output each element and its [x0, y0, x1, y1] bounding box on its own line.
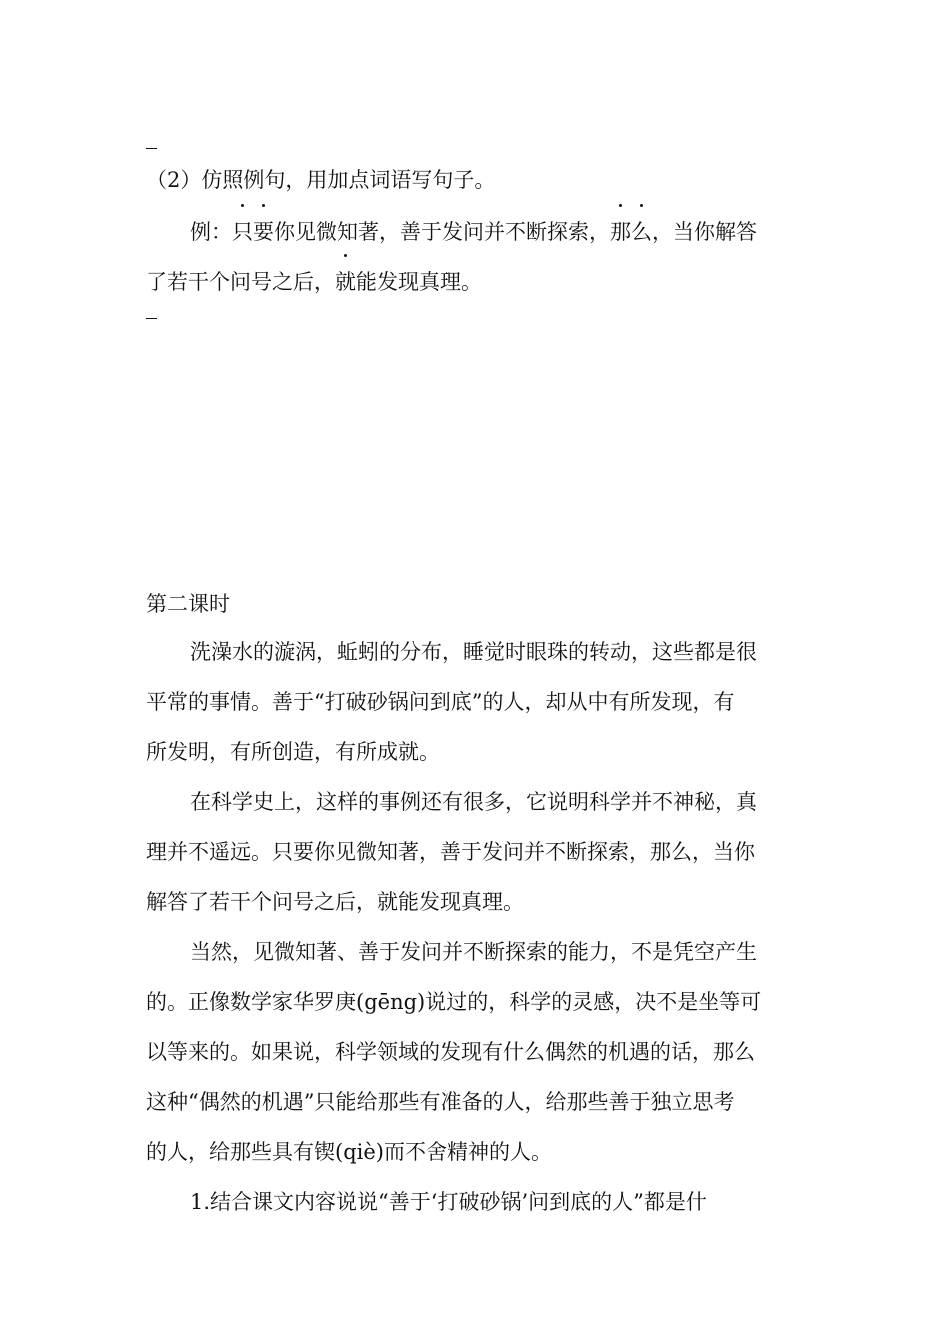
answer-blank-line — [146, 148, 157, 149]
paragraph-line: 洗澡水的漩涡，蚯蚓的分布，睡觉时眼珠的转动，这些都是很 — [190, 640, 757, 664]
example-label: 例： — [190, 220, 232, 244]
paragraph-line: 这种“偶然的机遇”只能给那些有准备的人，给那些善于独立思考 — [146, 1090, 735, 1114]
example-text: 能发现真理。 — [356, 270, 482, 294]
paragraph-line: 解答了若干个问号之后，就能发现真理。 — [146, 890, 524, 914]
question-line: 1.结合课文内容说说“善于‘打破砂锅’问到底的人”都是什 — [190, 1190, 707, 1214]
dotted-word-char: 么 — [631, 216, 652, 246]
paragraph-line: 的。正像数学家华罗庚(gēng)说过的，科学的灵感，决不是坐等可 — [146, 990, 762, 1014]
example-text: 你见微知著，善于发问并不断探索， — [274, 220, 610, 244]
paragraph-line: 当然，见微知著、善于发问并不断探索的能力，不是凭空产生 — [190, 940, 757, 964]
paragraph-line: 理并不遥远。只要你见微知著，善于发问并不断探索，那么，当你 — [146, 840, 755, 864]
example-text: 了若干个问号之后， — [146, 270, 335, 294]
example-text: ，当你解答 — [652, 220, 757, 244]
paragraph-line: 的人，给那些具有锲(qiè)而不舍精神的人。 — [146, 1140, 552, 1164]
exercise-instruction: （2）仿照例句，用加点词语写句子。 — [146, 168, 496, 192]
example-sentence-line-1 — [190, 216, 757, 246]
dotted-word-char: 那 — [610, 216, 631, 246]
dotted-word-char: 只 — [232, 216, 253, 246]
section-title: 第二课时 — [146, 592, 230, 616]
paragraph-line: 所发明，有所创造，有所成就。 — [146, 740, 440, 764]
answer-blank-line — [146, 318, 157, 319]
dotted-word-char: 就 — [335, 266, 356, 296]
paragraph-line: 在科学史上，这样的事例还有很多，它说明科学并不神秘，真 — [190, 790, 757, 814]
paragraph-line: 平常的事情。善于“打破砂锅问到底”的人，却从中有所发现，有 — [146, 690, 735, 714]
dotted-word-char: 要 — [253, 216, 274, 246]
paragraph-line: 以等来的。如果说，科学领域的发现有什么偶然的机遇的话，那么 — [146, 1040, 755, 1064]
example-sentence-line-2 — [146, 266, 482, 296]
